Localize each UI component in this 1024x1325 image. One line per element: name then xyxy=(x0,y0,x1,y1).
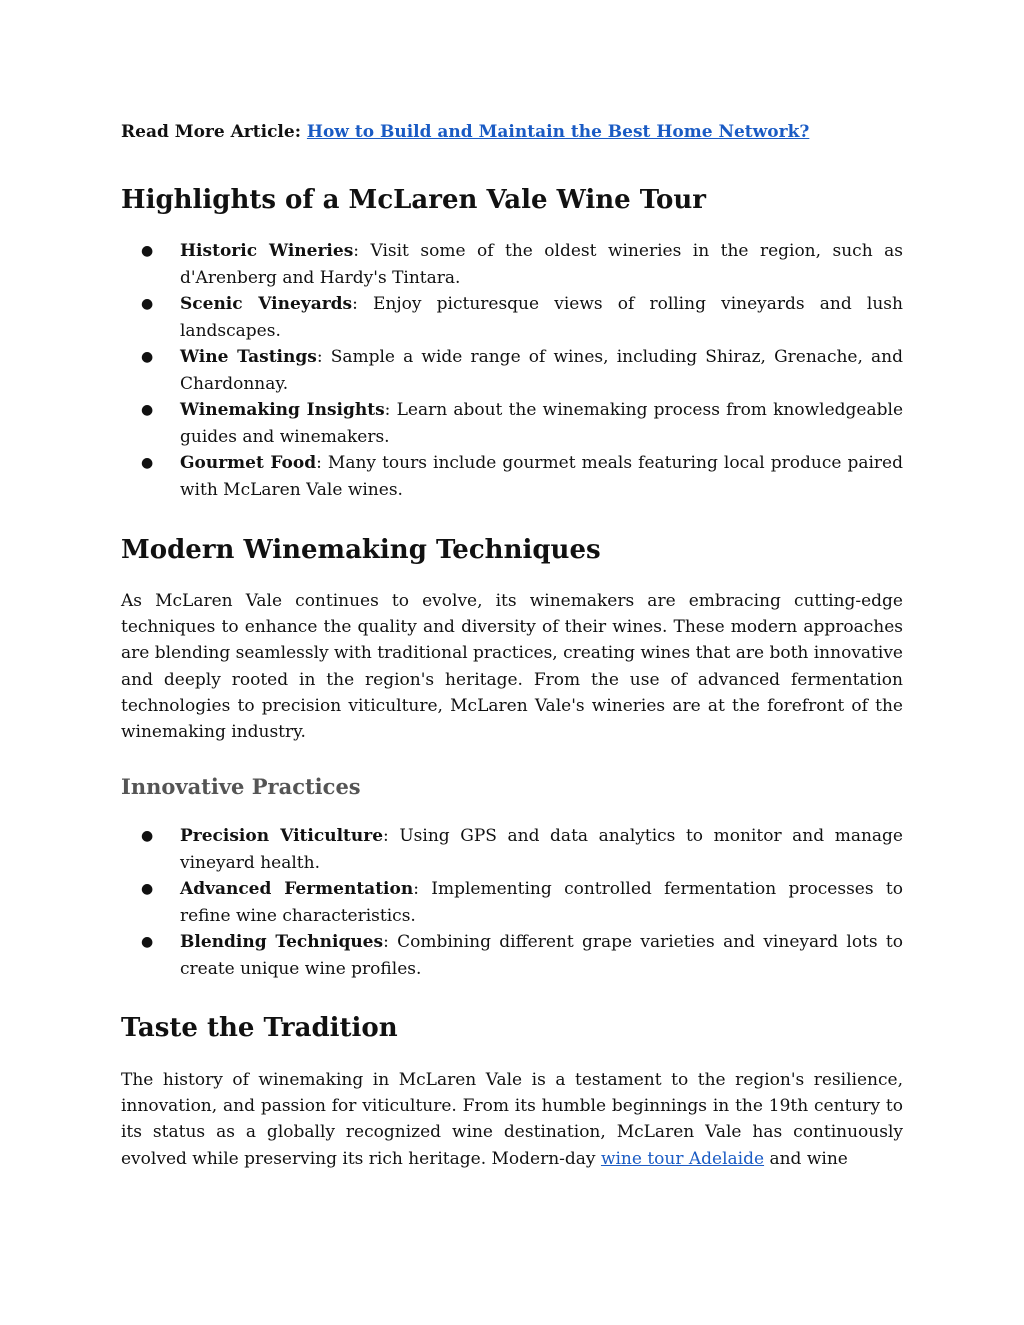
list-item xyxy=(121,344,903,397)
list-item-text: : Many tours include gourmet meals featuring local produce paired with McLaren Vale wines. xyxy=(180,453,903,500)
list-item-text: : Visit some of the oldest wineries in the region, such as d'Arenberg and Hardy's Tintara. xyxy=(180,241,903,288)
bullet-icon: ● xyxy=(141,828,154,844)
list-item xyxy=(121,450,903,503)
heading-modern-winemaking: Modern Winemaking Techniques xyxy=(121,535,601,565)
list-item-term: Historic Wineries xyxy=(180,241,354,261)
heading-highlights: Highlights of a McLaren Vale Wine Tour xyxy=(121,185,706,215)
list-item-text: : Using GPS and data analytics to monitor and manage vineyard health. xyxy=(180,826,903,873)
list-item-term: Winemaking Insights xyxy=(180,400,385,420)
wine-tour-adelaide-link[interactable]: wine tour Adelaide xyxy=(600,1148,765,1169)
list-item-term: Wine Tastings xyxy=(180,347,317,367)
paragraph-taste-the-tradition xyxy=(121,1067,903,1172)
list-item xyxy=(121,823,903,876)
highlights-list xyxy=(121,238,903,503)
bullet-icon: ● xyxy=(141,296,154,312)
subheading-innovative-practices: Innovative Practices xyxy=(121,774,361,799)
list-item-term: Precision Viticulture xyxy=(180,826,384,846)
list-item xyxy=(121,291,903,344)
bullet-icon: ● xyxy=(141,402,154,418)
list-item xyxy=(121,929,903,982)
bullet-icon: ● xyxy=(141,881,154,897)
innovative-practices-list xyxy=(121,823,903,982)
read-more-label: Read More Article: xyxy=(121,122,301,142)
paragraph-text: The history of winemaking in McLaren Vale is a testament to the region's resilience, innovation, and passion for viticulture. From its humble beginnings in the 19th century to its status as a globally recognized wine destination, McLaren Vale has continuously evolved while preserving its rich heritage. Modern-day xyxy=(121,1070,903,1169)
read-more-line xyxy=(121,120,809,144)
list-item xyxy=(121,397,903,450)
paragraph-modern-winemaking: As McLaren Vale continues to evolve, its winemakers are embracing cutting-edge techniques to enhance the quality and diversity of their wines. These modern approaches are blending seamlessly with traditional practices, creating wines that are both innovative and deeply rooted in the region's heritage. From the use of advanced fermentation technologies to precision viticulture, McLaren Vale's wineries are at the forefront of the winemaking industry. xyxy=(121,591,903,743)
list-item-term: Gourmet Food xyxy=(180,453,317,473)
read-more-link[interactable]: How to Build and Maintain the Best Home Network? xyxy=(306,122,810,142)
list-item-text: : Sample a wide range of wines, including Shiraz, Grenache, and Chardonnay. xyxy=(180,347,903,394)
paragraph-text: and wine xyxy=(764,1148,848,1169)
list-item xyxy=(121,876,903,929)
bullet-icon: ● xyxy=(141,934,154,950)
list-item-term: Scenic Vineyards xyxy=(180,294,353,314)
list-item-term: Advanced Fermentation xyxy=(180,879,414,899)
list-item-text: : Enjoy picturesque views of rolling vineyards and lush landscapes. xyxy=(180,294,903,341)
bullet-icon: ● xyxy=(141,349,154,365)
list-item-text: : Learn about the winemaking process from knowledgeable guides and winemakers. xyxy=(180,400,904,447)
list-item xyxy=(121,238,903,291)
bullet-icon: ● xyxy=(141,455,154,471)
bullet-icon: ● xyxy=(141,243,154,259)
list-item-text: : Implementing controlled fermentation processes to refine wine characteristics. xyxy=(180,879,903,926)
list-item-text: : Combining different grape varieties and vineyard lots to create unique wine profiles. xyxy=(180,932,903,979)
heading-taste-the-tradition: Taste the Tradition xyxy=(121,1013,398,1043)
list-item-term: Blending Techniques xyxy=(180,932,384,952)
